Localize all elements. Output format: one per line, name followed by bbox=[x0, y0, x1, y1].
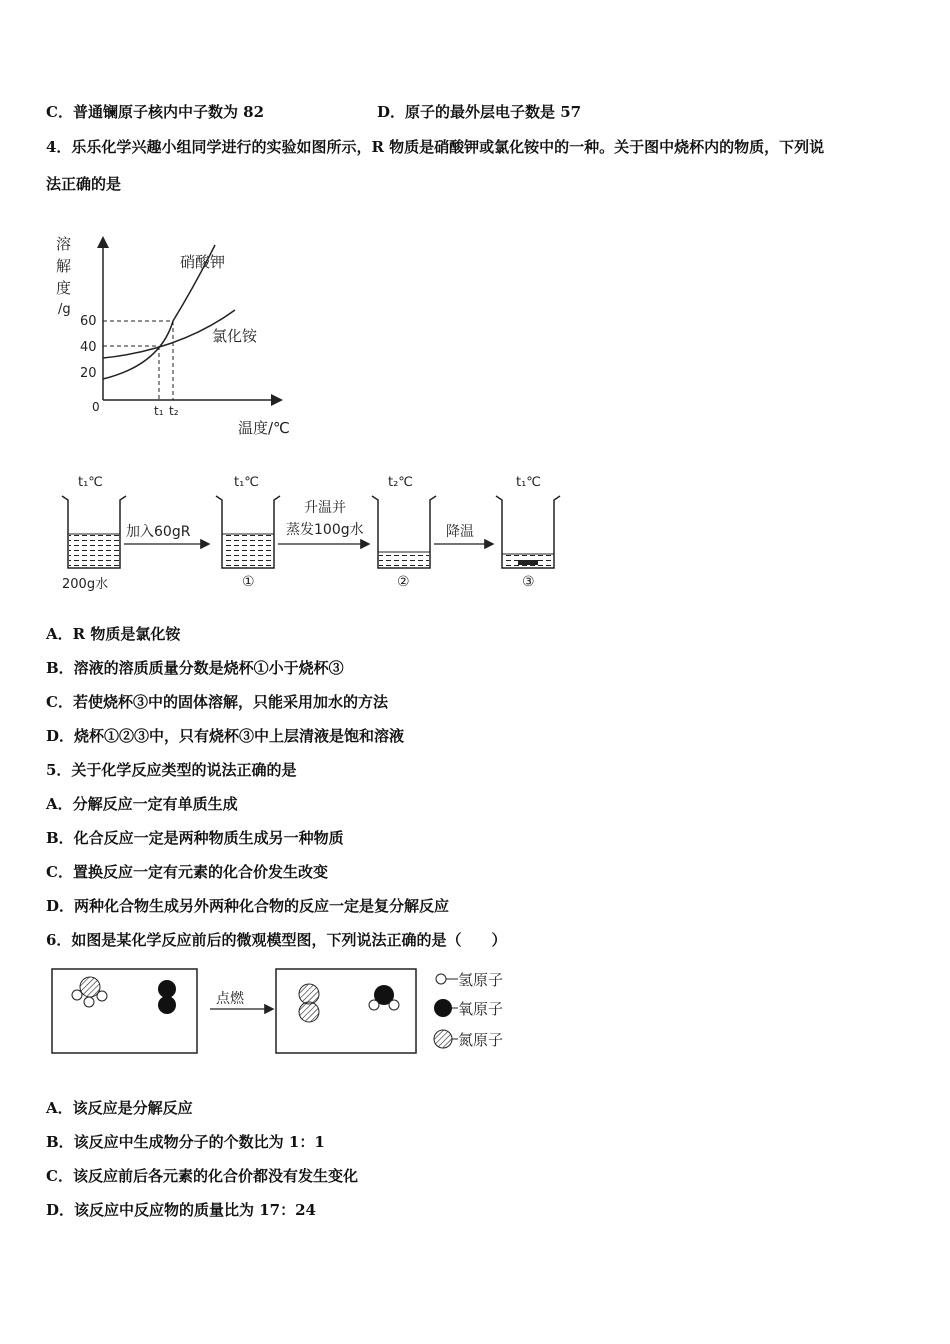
q5-option-a: A．分解反应一定有单质生成 bbox=[46, 795, 238, 813]
q3-option-d: D．原子的最外层电子数是 57 bbox=[377, 103, 582, 121]
x-tick-t2: t₂ bbox=[169, 404, 179, 418]
q5-stem: 5．关于化学反应类型的说法正确的是 bbox=[46, 761, 297, 779]
nitrogen-molecule bbox=[299, 984, 319, 1022]
q6-option-b: B．该反应中生成物分子的个数比为 1：1 bbox=[46, 1133, 325, 1151]
y-tick-40: 40 bbox=[80, 340, 97, 355]
q4-option-c: C．若使烧杯③中的固体溶解，只能采用加水的方法 bbox=[46, 693, 388, 711]
legend-nitrogen-label: 氮原子 bbox=[458, 1031, 504, 1049]
beaker-2-label: ② bbox=[397, 574, 410, 590]
origin-label: 0 bbox=[92, 400, 100, 414]
y-title-4: /g bbox=[58, 302, 71, 317]
q4-option-a: A．R 物质是氯化铵 bbox=[46, 625, 181, 643]
reaction-diagram bbox=[50, 965, 540, 1060]
legend-oxygen bbox=[434, 999, 503, 1018]
legend-oxygen-label: 氧原子 bbox=[458, 1000, 504, 1018]
q6-option-a: A．该反应是分解反应 bbox=[46, 1099, 193, 1117]
solubility-graph bbox=[40, 225, 320, 445]
q3-option-c: C．普通镧原子核内中子数为 82 bbox=[46, 103, 265, 121]
step2-label-2: 蒸发100g水 bbox=[286, 522, 364, 538]
y-title-3: 度 bbox=[56, 279, 72, 297]
reactants-box bbox=[52, 969, 197, 1053]
q4-stem-line2: 法正确的是 bbox=[46, 175, 122, 193]
q4-stem-line1: 4．乐乐化学兴趣小组同学进行的实验如图所示，R 物质是硝酸钾或氯化铵中的一种。关于图中烧杯内的物质，下列说 bbox=[46, 138, 825, 156]
y-title-1: 溶 bbox=[56, 235, 72, 253]
q5-option-c: C．置换反应一定有元素的化合价发生改变 bbox=[46, 863, 328, 881]
beaker-0-label: 200g水 bbox=[62, 577, 109, 592]
q6-option-d: D．该反应中反应物的质量比为 17：24 bbox=[46, 1201, 316, 1219]
beaker-0 bbox=[62, 496, 126, 568]
beaker-0-temp: t₁℃ bbox=[78, 475, 103, 490]
step3-label: 降温 bbox=[446, 524, 474, 540]
x-tick-t1: t₁ bbox=[154, 404, 164, 418]
beaker-2 bbox=[372, 496, 436, 568]
q6-stem: 6．如图是某化学反应前后的微观模型图，下列说法正确的是（ ） bbox=[46, 931, 507, 949]
beaker-3-label: ③ bbox=[522, 574, 535, 590]
step1-label: 加入60gR bbox=[126, 524, 191, 540]
beaker-1-label: ① bbox=[242, 574, 255, 590]
q6-option-c: C．该反应前后各元素的化合价都没有发生变化 bbox=[46, 1167, 358, 1185]
step2-label-1: 升温并 bbox=[304, 500, 346, 516]
water-molecule bbox=[369, 985, 399, 1010]
beaker-3 bbox=[496, 496, 560, 568]
q5-option-b: B．化合反应一定是两种物质生成另一种物质 bbox=[46, 829, 344, 847]
arrow-label: 点燃 bbox=[216, 991, 244, 1007]
beaker-experiment bbox=[50, 468, 570, 598]
y-tick-60: 60 bbox=[80, 314, 97, 329]
beaker-1-temp: t₁℃ bbox=[234, 475, 259, 490]
beaker-2-temp: t₂℃ bbox=[388, 475, 413, 490]
legend-hydrogen bbox=[436, 971, 503, 989]
beaker-1 bbox=[216, 496, 280, 568]
legend-hydrogen-label: 氢原子 bbox=[458, 971, 504, 989]
ammonia-molecule bbox=[72, 977, 107, 1007]
y-tick-20: 20 bbox=[80, 366, 97, 381]
beaker-3-temp: t₁℃ bbox=[516, 475, 541, 490]
oxygen-molecule bbox=[158, 980, 176, 1014]
label-kno3: 硝酸钾 bbox=[180, 253, 226, 271]
products-box bbox=[276, 969, 416, 1053]
x-title: 温度/℃ bbox=[238, 419, 290, 437]
q4-option-b: B．溶液的溶质质量分数是烧杯①小于烧杯③ bbox=[46, 659, 344, 677]
legend-nitrogen bbox=[434, 1030, 503, 1049]
label-nh4cl: 氯化铵 bbox=[212, 327, 258, 345]
y-title-2: 解 bbox=[56, 257, 72, 275]
q5-option-d: D．两种化合物生成另外两种化合物的反应一定是复分解反应 bbox=[46, 897, 450, 915]
q4-option-d: D．烧杯①②③中，只有烧杯③中上层清液是饱和溶液 bbox=[46, 727, 405, 745]
